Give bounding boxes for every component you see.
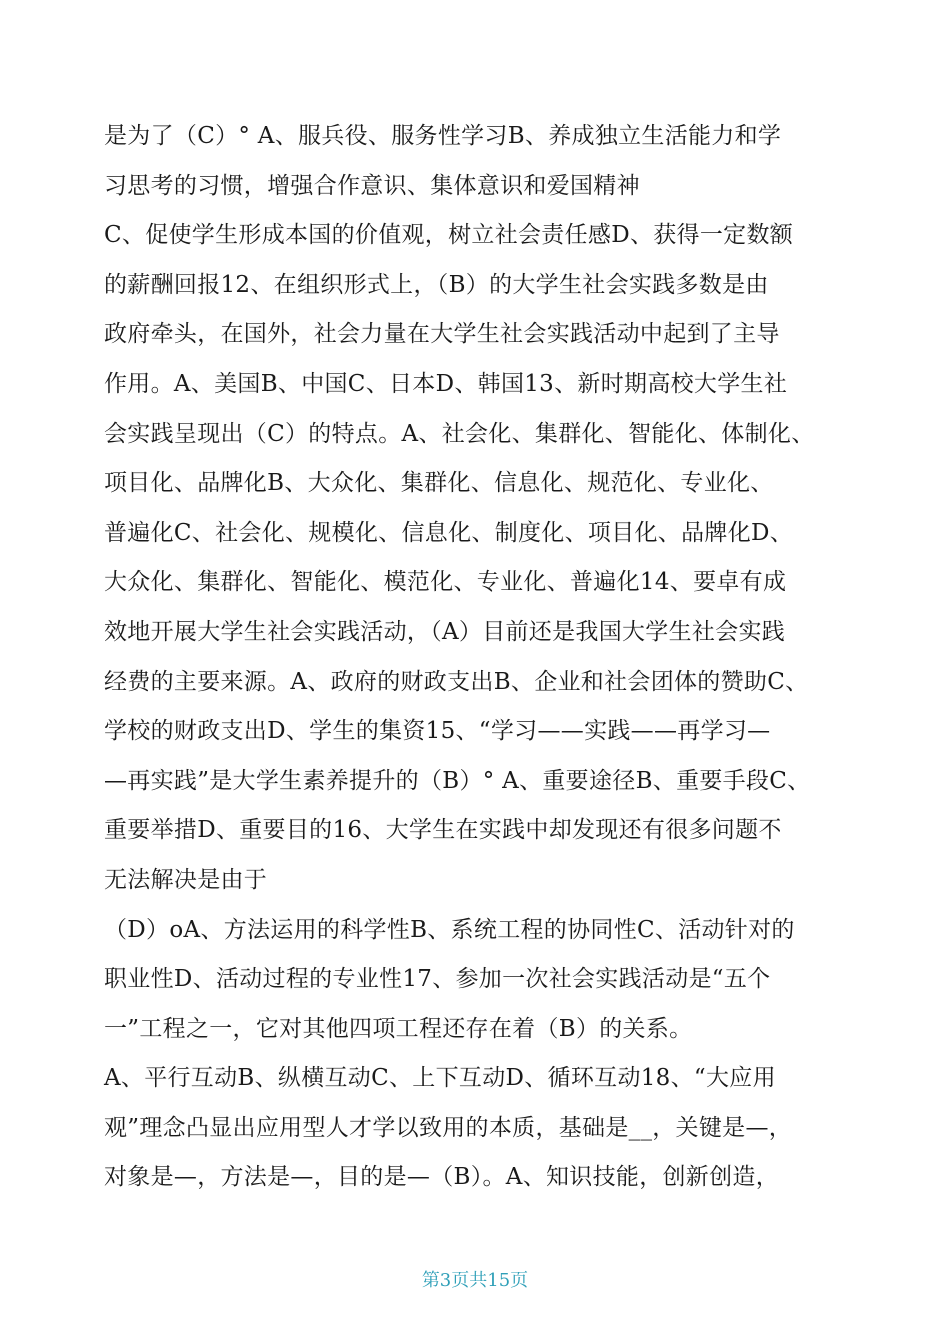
text-line: （D）oA、方法运用的科学性B、系统工程的协同性C、活动针对的 [104,916,795,943]
text-line: 效地开展大学生社会实践活动，（A）目前还是我国大学生社会实践 [104,618,786,645]
text-line: 作用。A、美国B、中国C、日本D、韩国13、新时期高校大学生社 [104,370,788,397]
body-text [104,112,864,1203]
text-line: 经费的主要来源。A、政府的财政支出B、企业和社会团体的赞助C、 [104,668,809,695]
text-line: 无法解决是由于 [104,866,268,893]
text-line: 对象是—，方法是—，目的是—（B）。A、知识技能，创新创造， [104,1164,780,1191]
text-line: 政府牵头，在国外，社会力量在大学生社会实践活动中起到了主导 [104,321,780,348]
text-line: 普遍化C、社会化、规模化、信息化、制度化、项目化、品牌化D、 [104,519,794,546]
page-number-footer: 第3页共15页 [421,1270,529,1291]
text-line: 的薪酬回报12、在组织形式上，（B）的大学生社会实践多数是由 [104,271,769,298]
text-line: 是为了（C）° A、服兵役、服务性学习B、养成独立生活能力和学 [104,123,782,149]
text-line: 项目化、品牌化B、大众化、集群化、信息化、规范化、专业化、 [104,470,774,497]
text-line: 习思考的习惯，增强合作意识、集体意识和爱国精神 [104,172,640,199]
text-line: 会实践呈现出（C）的特点。A、社会化、集群化、智能化、体制化、 [104,420,815,447]
text-line: 学校的财政支出D、学生的集资15、“学习——实践——再学习— [104,718,771,745]
text-line: A、平行互动B、纵横互动C、上下互动D、循环互动18、“大应用 [104,1065,776,1092]
text-line: 职业性D、活动过程的专业性17、参加一次社会实践活动是“五个 [104,966,771,993]
text-line: C、促使学生形成本国的价值观，树立社会责任感D、获得一定数额 [104,222,794,249]
text-line: 大众化、集群化、智能化、模范化、专业化、普遍化14、要卓有成 [104,569,787,596]
text-line: 一”工程之一，它对其他四项工程还存在着（B）的关系。 [104,1015,693,1042]
text-line: 重要举措D、重要目的16、大学生在实践中却发现还有很多问题不 [104,817,782,844]
text-line: 观”理念凸显出应用型人才学以致用的本质，基础是__，关键是—， [104,1114,793,1141]
text-line: —再实践”是大学生素养提升的（B）° A、重要途径B、重要手段C、 [104,767,811,794]
